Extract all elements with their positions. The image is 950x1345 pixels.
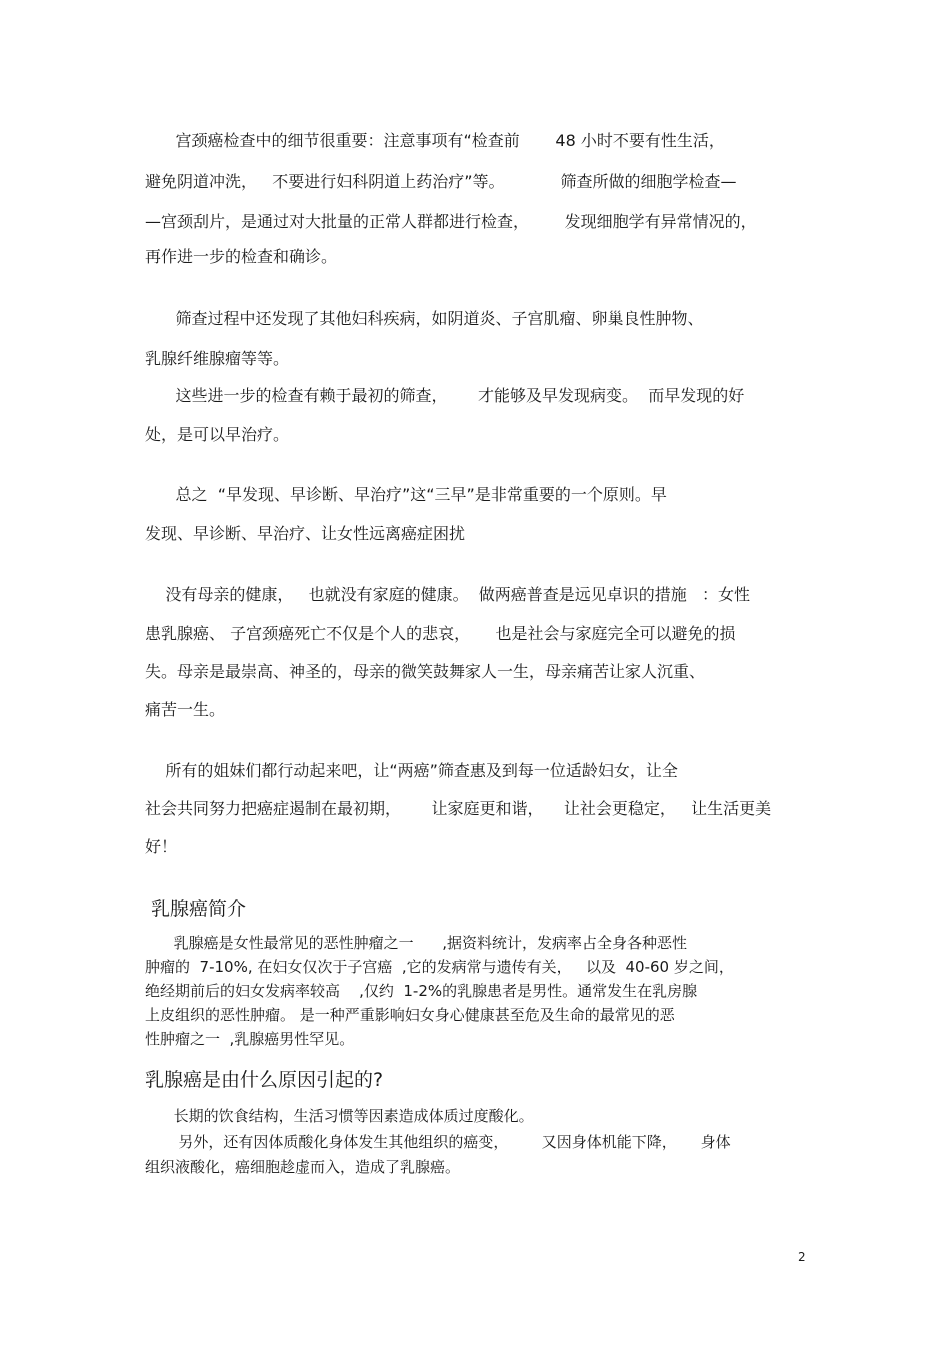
text-line: 乳腺纤维腺瘤等等。 [145, 349, 290, 368]
text-line: 组织液酸化，癌细胞趁虚而入，造成了乳腺癌。 [145, 1158, 461, 1176]
text-line: 痛苦一生。 [145, 700, 226, 719]
text-line: 再作进一步的检查和确诊。 [145, 247, 338, 266]
text-line: 避免阴道冲洗， 不要进行妇科阴道上药治疗”等。 筛查所做的细胞学检查— [145, 172, 737, 191]
text-line: 长期的饮食结构，生活习惯等因素造成体质过度酸化。 [145, 1107, 534, 1125]
text-line: 社会共同努力把癌症遏制在最初期， 让家庭更和谐， 让社会更稳定， 让生活更美 [145, 799, 772, 818]
text-line: 没有母亲的健康， 也就没有家庭的健康。 做两癌普查是远见卓识的措施 ：女性 [145, 585, 751, 604]
text-line: 肿瘤的 7-10%, 在妇女仅次于子宫癌 ,它的发病常与遗传有关， 以及 40-60 岁之间， [145, 958, 734, 976]
text-line: 好！ [145, 837, 178, 856]
text-line: 乳腺癌是女性最常见的恶性肿瘤之一 ,据资料统计，发病率占全身各种恶性 [145, 934, 687, 952]
text-line: 失。母亲是最崇高、神圣的，母亲的微笑鼓舞家人一生，母亲痛苦让家人沉重、 [145, 662, 706, 681]
text-line: 发现、早诊断、早治疗、让女性远离癌症困扰 [145, 524, 466, 543]
text-line: 上皮组织的恶性肿瘤。 是一种严重影响妇女身心健康甚至危及生命的最常见的恶 [145, 1006, 675, 1024]
text-line: 另外，还有因体质酸化身体发生其他组织的癌变， 又因身体机能下降， 身体 [145, 1133, 731, 1151]
text-line: 这些进一步的检查有赖于最初的筛查， 才能够及早发现病变。 而早发现的好 [145, 386, 745, 405]
text-line: 处，是可以早治疗。 [145, 425, 290, 444]
section-heading-breast-cancer-intro: 乳腺癌简介 [145, 898, 247, 920]
page-number: 2 [798, 1250, 806, 1264]
text-line: 性肿瘤之一 ,乳腺癌男性罕见。 [145, 1030, 355, 1048]
text-line: —宫颈刮片，是通过对大批量的正常人群都进行检查， 发现细胞学有异常情况的， [145, 212, 757, 231]
text-line: 总之 “早发现、早诊断、早治疗”这“三早”是非常重要的一个原则。早 [145, 485, 667, 504]
text-line: 筛查过程中还发现了其他妇科疾病，如阴道炎、子宫肌瘤、卵巢良性肿物、 [145, 309, 704, 328]
section-heading-causes: 乳腺癌是由什么原因引起的? [145, 1069, 384, 1091]
text-line: 患乳腺癌、 子宫颈癌死亡不仅是个人的悲哀， 也是社会与家庭完全可以避免的损 [145, 624, 736, 643]
text-line: 所有的姐妹们都行动起来吧，让“两癌”筛查惠及到每一位适龄妇女，让全 [145, 761, 678, 780]
text-line: 宫颈癌检查中的细节很重要：注意事项有“检查前 48 小时不要有性生活， [145, 131, 725, 150]
text-line: 绝经期前后的妇女发病率较高 ,仅约 1-2%的乳腺患者是男性。通常发生在乳房腺 [145, 982, 698, 1000]
